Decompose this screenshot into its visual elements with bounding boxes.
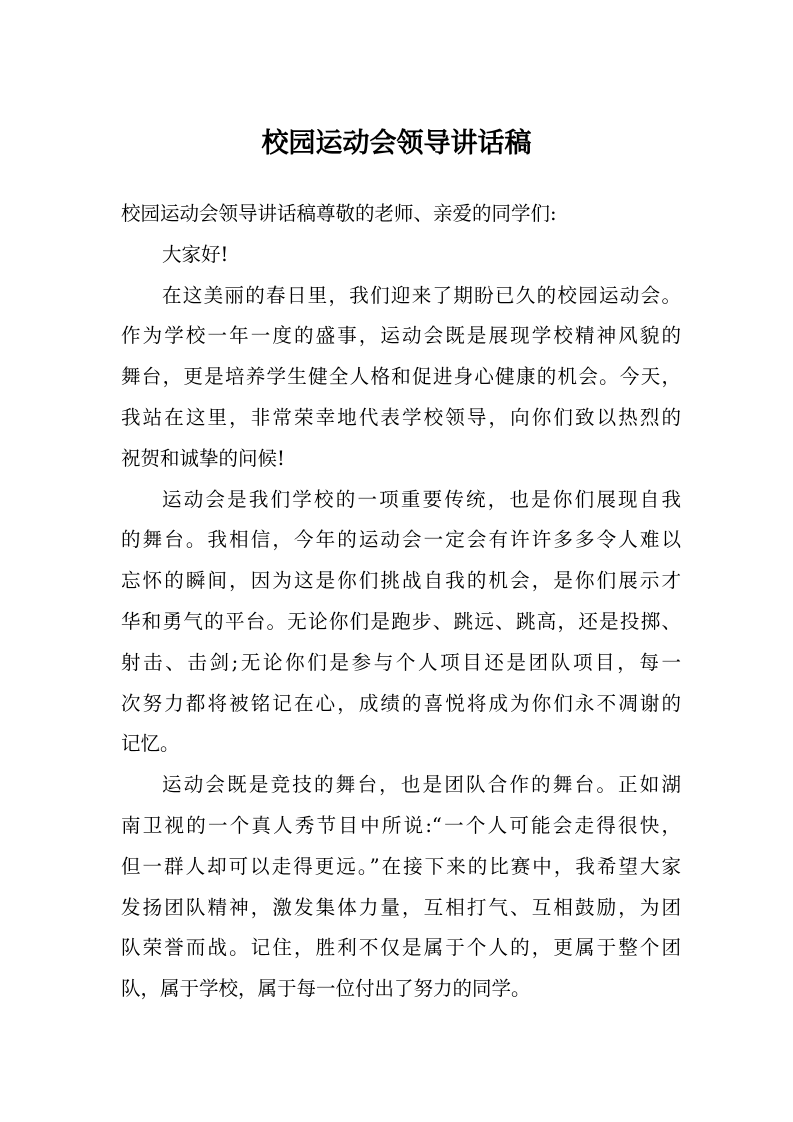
document-body bbox=[121, 194, 681, 1010]
paragraph-line: 队，属于学校，属于每一位付出了努力的同学。 bbox=[121, 977, 531, 1001]
paragraph-line: 次努力都将被铭记在心，成绩的喜悦将成为你们永不凋谢的 bbox=[121, 691, 681, 715]
paragraph-line: 舞台，更是培养学生健全人格和促进身心健康的机会。今天， bbox=[121, 365, 681, 389]
paragraph-line: 发扬团队精神，激发集体力量，互相打气、互相鼓励，为团 bbox=[121, 895, 681, 919]
salutation-line: 校园运动会领导讲话稿尊敬的老师、亲爱的同学们: bbox=[121, 202, 557, 225]
paragraph-line: 的舞台。我相信，今年的运动会一定会有许许多多令人难以 bbox=[121, 528, 681, 552]
paragraph-line: 作为学校一年一度的盛事，运动会既是展现学校精神风貌的 bbox=[121, 324, 681, 348]
paragraph-line: 运动会既是竞技的舞台，也是团队合作的舞台。正如湖 bbox=[162, 773, 681, 797]
paragraph-line: 但一群人却可以走得更远。”在接下来的比赛中，我希望大家 bbox=[121, 854, 681, 878]
paragraph-line: 记忆。 bbox=[121, 732, 180, 756]
paragraph-line: 华和勇气的平台。无论你们是跑步、跳远、跳高，还是投掷、 bbox=[121, 609, 681, 633]
paragraph-line: 忘怀的瞬间，因为这是你们挑战自我的机会，是你们展示才 bbox=[121, 569, 681, 593]
paragraph-line: 我站在这里，非常荣幸地代表学校领导，向你们致以热烈的 bbox=[121, 405, 681, 429]
paragraph-line: 在这美丽的春日里，我们迎来了期盼已久的校园运动会。 bbox=[162, 283, 681, 307]
paragraph-line: 南卫视的一个真人秀节目中所说:“一个人可能会走得很快， bbox=[121, 813, 681, 837]
paragraph-line: 祝贺和诚挚的问候! bbox=[121, 446, 285, 470]
paragraph-line: 运动会是我们学校的一项重要传统，也是你们展现自我 bbox=[162, 487, 681, 511]
paragraph-line: 射击、击剑;无论你们是参与个人项目还是团队项目，每一 bbox=[121, 650, 681, 674]
paragraph-line: 队荣誉而战。记住，胜利不仅是属于个人的，更属于整个团 bbox=[121, 936, 681, 960]
document-title: 校园运动会领导讲话稿 bbox=[261, 128, 532, 159]
greeting-line: 大家好! bbox=[162, 242, 229, 266]
